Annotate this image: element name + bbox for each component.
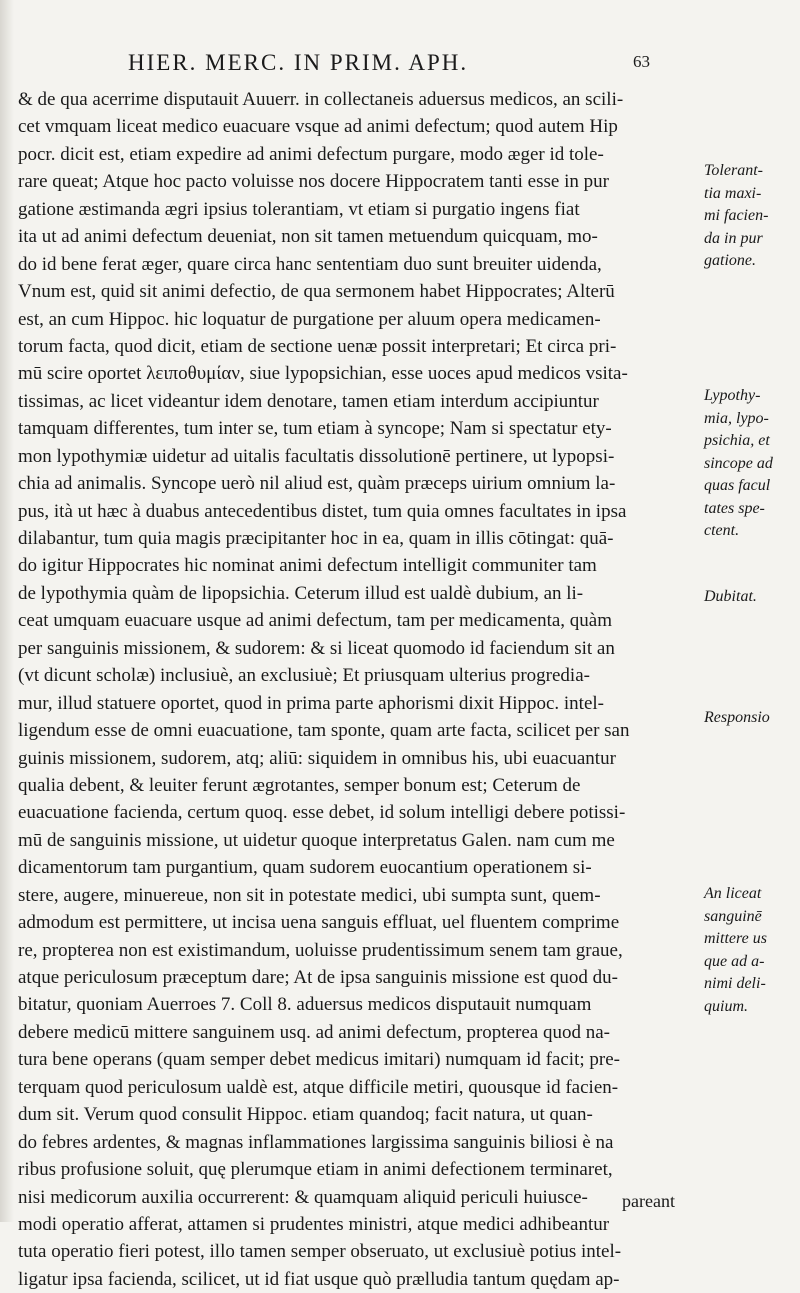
text-line: atque periculosum præceptum dare; At de ipsa sanguinis missione est quod du- (18, 967, 618, 988)
marginal-note-line: Dubitat. (704, 588, 757, 605)
text-line: rare queat; Atque hoc pacto voluisse nos docere Hippocratem tanti esse in pur (18, 171, 609, 193)
marginal-note-line: Lypothy- (704, 387, 761, 404)
text-line: bitatur, quoniam Auerroes 7. Coll 8. aduersus medicos disputauit numquam (18, 994, 592, 1016)
marginal-note-line: nimi deli- (704, 975, 766, 992)
text-line: Vnum est, quid sit animi defectio, de qua sermonem habet Hippocrates; Alterū (18, 281, 615, 303)
page-gutter-shadow (0, 0, 14, 1222)
text-line: gatione æstimanda ægri ipsius tolerantiam, vt etiam si purgatio ingens fiat (18, 198, 580, 220)
marginal-note-tolerantia (704, 160, 796, 273)
text-line: dicamentorum tam purgantium, quam sudorem euocantium operationem si- (18, 857, 592, 879)
text-line: ita ut ad animi defectum deueniat, non sit tamen metuendum quicquam, mo- (18, 226, 598, 248)
main-text-block (18, 86, 698, 1293)
running-head-title: HIER. MERC. IN PRIM. APH. (128, 50, 469, 75)
text-line: terquam quod periculosum ualdè est, atque difficile metiri, quousque id facien- (18, 1076, 619, 1098)
text-line: chia ad animalis. Syncope uerò nil aliud est, quàm præceps uirium omnium la- (18, 473, 616, 495)
marginal-note-line: ctent. (704, 522, 740, 539)
catchword: pareant (622, 1191, 675, 1211)
marginal-note-line: Responsio (704, 709, 770, 726)
text-line: de lypothymia quàm de lipopsichia. Ceterum illud est ualdè dubium, an li- (18, 582, 584, 604)
text-line: do id bene ferat æger, quare circa hanc sententiam duo sunt breuiter uidenda, (18, 253, 602, 275)
text-line: tissimas, ac licet videantur idem denotare, tamen etiam interdum accipiuntur (18, 390, 599, 412)
marginal-note-line: sanguinē (704, 907, 762, 925)
text-line: dum sit. Verum quod consulit Hippoc. etiam quandoq; facit natura, ut quan- (18, 1104, 593, 1126)
marginal-note-line: que ad a- (704, 952, 765, 970)
marginal-note-line: An liceat (704, 885, 762, 902)
marginal-note-line: da in pur (704, 229, 763, 247)
marginal-note-lypothymia (704, 385, 796, 543)
text-line: mur, illud statuere oportet, quod in prima parte aphorismi dixit Hippoc. intel- (18, 692, 605, 714)
text-line: ribus profusione soluit, quę plerumque etiam in animi defectionem terminaret, (18, 1159, 613, 1181)
text-line: debere medicū mittere sanguinem usq. ad animi defectum, propterea quod na- (18, 1021, 610, 1043)
marginal-note-line: gatione. (704, 252, 756, 269)
marginal-note-line: Tolerant- (704, 162, 763, 179)
text-line: mū scire oportet λειποθυμίαν, siue lypopsichian, esse uoces apud medicos vsita- (18, 363, 628, 385)
text-line: re, propterea non est existimandum, uoluisse prudentissimum senem tam graue, (18, 939, 623, 961)
text-line: & de qua acerrime disputauit Auuerr. in collectaneis aduersus medicos, an scili- (18, 89, 624, 110)
marginal-note-line: tia maxi- (704, 184, 762, 202)
text-line: pus, ità ut hæc à duabus antecedentibus distet, tum quia omnes facultates in ipsa (18, 500, 627, 522)
marginal-note-line: mi facien- (704, 207, 769, 224)
marginal-note-line: mia, lypo- (704, 409, 769, 427)
text-line: admodum est permittere, ut incisa uena sanguis effluat, uel fluentem comprime (18, 912, 620, 934)
page-number: 63 (633, 52, 650, 71)
text-line: cet vmquam liceat medico euacuare vsque ad animi defectum; quod autem Hip (18, 116, 618, 138)
text-line: pocr. dicit est, etiam expedire ad animi defectum purgare, modo æger id tole- (18, 143, 604, 165)
text-line: modi operatio afferat, attamen si prudentes ministri, atque medici adhibeantur (18, 1213, 610, 1235)
marginal-note-responsio (704, 707, 796, 730)
text-line: mon lypothymiæ uidetur ad uitalis facultatis dissolutionē pertinere, ut lypopsi- (18, 445, 615, 467)
text-line: (vt dicunt scholæ) inclusiuè, an exclusiuè; Et priusquam ulterius progredia- (18, 665, 590, 687)
text-line: nisi medicorum auxilia occurrerent: & quamquam aliquid periculi huiusce- (18, 1186, 588, 1208)
text-line: do igitur Hippocrates hic nominat animi defectum intelligit communiter tam (18, 555, 597, 577)
text-line: est, an cum Hippoc. hic loquatur de purgatione per aluum opera medicamen- (18, 308, 601, 330)
text-line: tuta operatio fieri potest, illo tamen semper obseruato, ut exclusiuè potius intel- (18, 1241, 622, 1263)
marginal-note-an-liceat (704, 883, 796, 1018)
text-line: dilabantur, tum quia magis præcipitanter hoc in ea, quam in illis cōtingat: quā- (18, 528, 614, 549)
text-line: ligatur ipsa facienda, scilicet, ut id fiat usque quò prælludia tantum quędam ap- (18, 1268, 620, 1290)
text-line: euacuatione facienda, certum quoq. esse debet, id solum intelligi debere potissi- (18, 802, 626, 824)
marginal-note-line: psichia, et (704, 432, 770, 449)
marginal-note-line: tates spe- (704, 499, 765, 517)
marginal-note-line: sincope ad (704, 454, 773, 472)
text-line: guinis missionem, sudorem, atq; aliū: siquidem in omnibus his, ubi euacuantur (18, 747, 616, 769)
text-line: mū de sanguinis missione, ut uidetur quoque interpretatus Galen. nam cum me (18, 829, 615, 851)
text-line: tura bene operans (quam semper debet medicus imitari) numquam id facit; pre- (18, 1049, 620, 1071)
text-line: stere, augere, minuereue, non sit in potestate medici, ubi sumpta sunt, quem- (18, 884, 601, 906)
text-line: per sanguinis missionem, & sudorem: & si liceat quomodo id faciendum sit an (18, 637, 615, 659)
text-line: ceat umquam euacuare usque ad animi defectum, tam per medicamenta, quàm (18, 610, 613, 632)
marginal-note-line: mittere us (704, 930, 767, 947)
text-line: tamquam differentes, tum inter se, tum etiam à syncope; Nam si spectatur ety- (18, 418, 612, 440)
marginal-note-line: quium. (704, 997, 748, 1015)
marginal-note-line: quas facul (704, 477, 771, 494)
marginal-note-dubitat (704, 586, 796, 609)
text-line: qualia debent, & leuiter ferunt ægrotantes, semper bonum est; Ceterum de (18, 774, 581, 796)
text-line: ligendum esse de omni euacuatione, tam sponte, quam arte facta, scilicet per san (18, 720, 630, 742)
text-line: do febres ardentes, & magnas inflammationes largissima sanguinis biliosi è na (18, 1131, 614, 1153)
text-line: torum facta, quod dicit, etiam de sectione uenæ possit interpretari; Et circa pri- (18, 335, 617, 357)
